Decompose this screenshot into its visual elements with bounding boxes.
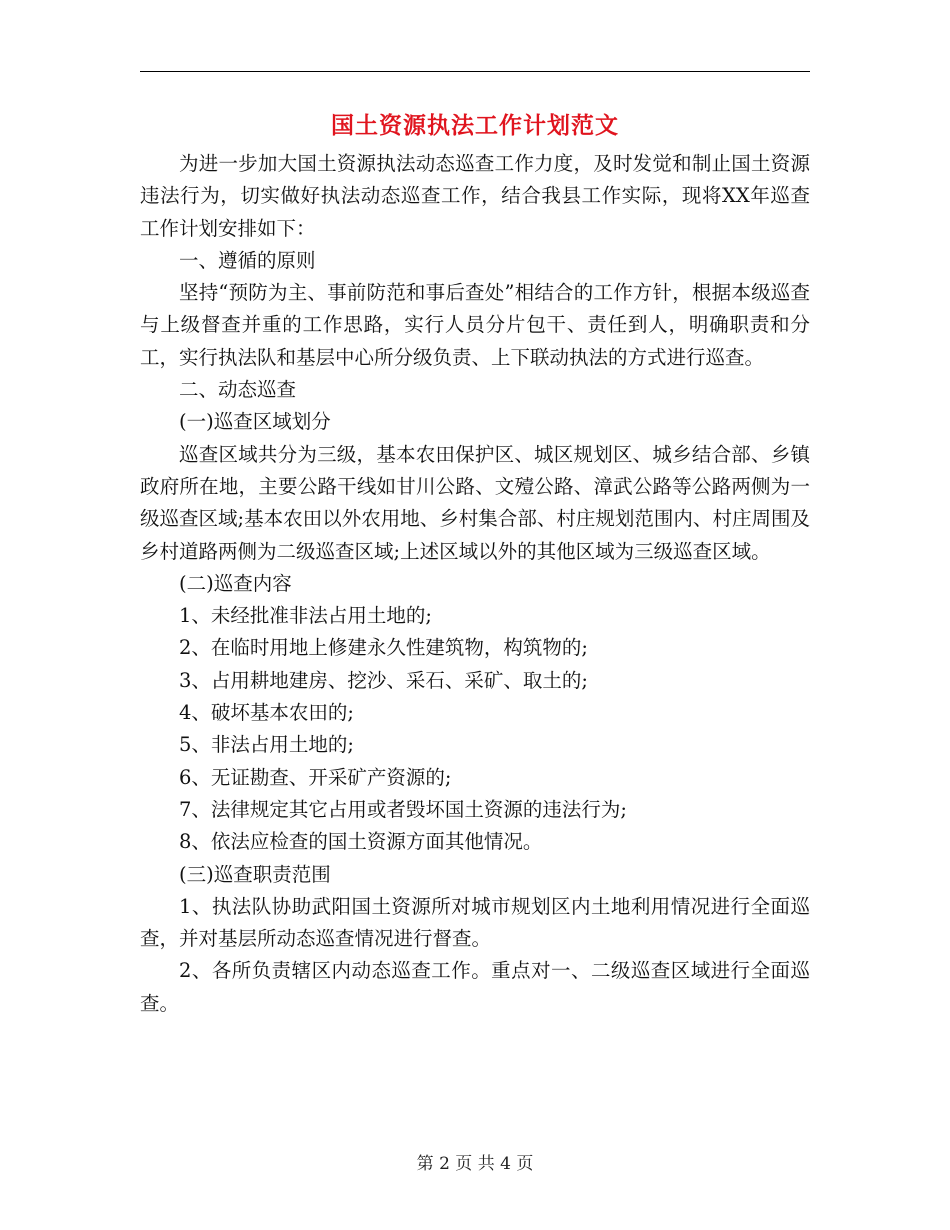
list-item: 8、依法应检查的国土资源方面其他情况。 — [179, 830, 543, 854]
subsection-heading-area-division: (一)巡查区域划分 — [179, 410, 331, 434]
document-body — [140, 148, 810, 1020]
list-item: 5、非法占用土地的; — [179, 733, 354, 757]
list-item: 7、法律规定其它占用或者毁坏国土资源的违法行为; — [179, 797, 627, 821]
list-item: 6、无证勘查、开采矿产资源的; — [179, 765, 452, 789]
list-item: 2、在临时用地上修建永久性建筑物，构筑物的; — [179, 636, 588, 660]
subsection-heading-responsibilities: (三)巡查职责范围 — [179, 862, 331, 886]
list-item: 2、各所负责辖区内动态巡查工作。重点对一、二级巡查区域进行全面巡查。 — [140, 959, 810, 1015]
page-number-footer: 第 2 页 共 4 页 — [416, 1154, 534, 1174]
section-heading-dynamic-patrol: 二、动态巡查 — [179, 378, 297, 402]
list-item: 1、执法队协助武阳国土资源所对城市规划区内土地利用情况进行全面巡查，并对基层所动态巡查情况进行督查。 — [140, 894, 810, 951]
list-item: 4、破坏基本农田的; — [179, 701, 354, 725]
paragraph-principles: 坚持“预防为主、事前防范和事后查处”相结合的工作方针，根据本级巡查与上级督查并重的工作思路，实行人员分片包干、责任到人，明确职责和分工，实行执法队和基层中心所分级负责、上下联动执法的方式进行巡查。 — [140, 281, 810, 369]
document-title: 国土资源执法工作计划范文 — [331, 113, 619, 139]
header-rule — [140, 71, 810, 72]
paragraph-area-division: 巡查区域共分为三级，基本农田保护区、城区规划区、城乡结合部、乡镇政府所在地，主要公路干线如甘川公路、文殪公路、漳武公路等公路两侧为一级巡查区域;基本农田以外农用地、乡村集合部、村庄规划范围内、村庄周围及乡村道路两侧为二级巡查区域;上述区域以外的其他区域为三级巡查区域。 — [140, 442, 810, 563]
subsection-heading-patrol-content: (二)巡查内容 — [179, 571, 292, 595]
paragraph-intro: 为进一步加大国土资源执法动态巡查工作力度，及时发觉和制止国土资源违法行为，切实做好执法动态巡查工作，结合我县工作实际，现将XX年巡查工作计划安排如下： — [140, 152, 810, 240]
list-item: 3、占用耕地建房、挖沙、采石、采矿、取土的; — [179, 668, 588, 692]
section-heading-principles: 一、遵循的原则 — [179, 248, 316, 272]
list-item: 1、未经批准非法占用土地的; — [179, 604, 432, 628]
